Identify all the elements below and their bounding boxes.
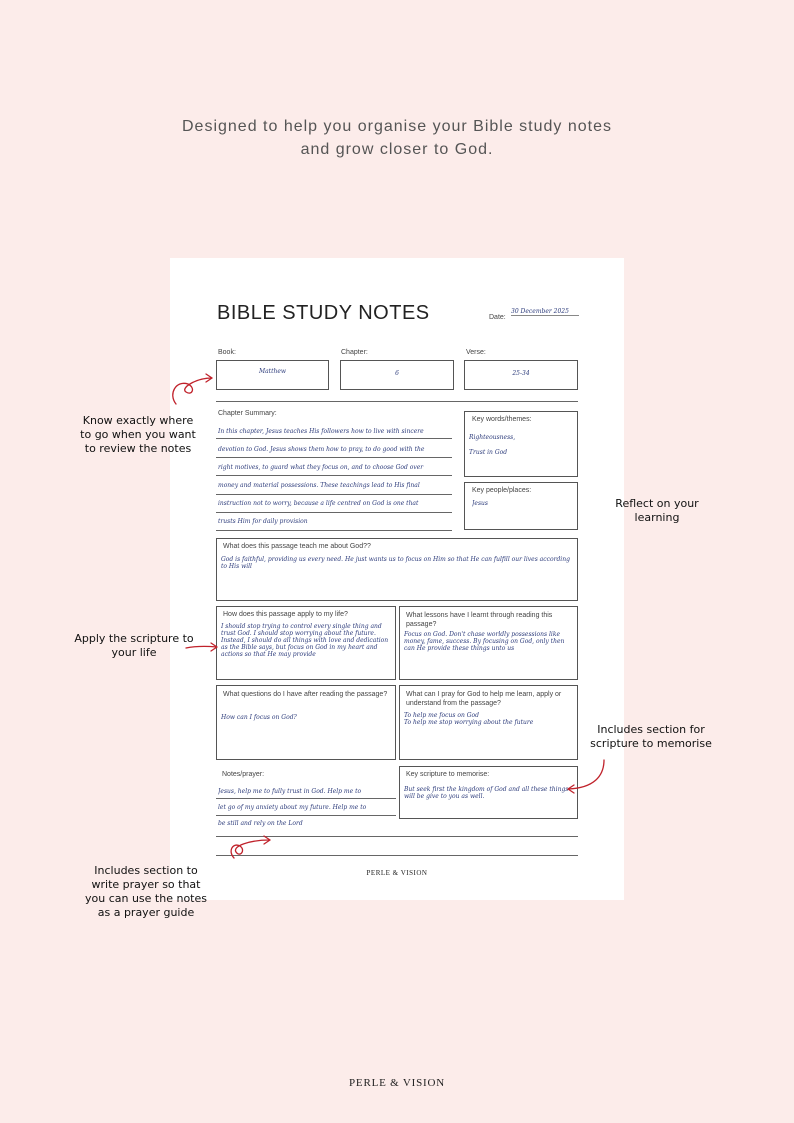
questions-value: How can I focus on God? [221, 714, 297, 721]
apply-box[interactable] [216, 606, 396, 680]
verse-label: Verse: [466, 349, 486, 356]
teach-box[interactable] [216, 538, 578, 601]
teach-label: What does this passage teach me about God?? [223, 543, 371, 550]
lessons-label: What lessons have I learnt through reading this passage? [406, 612, 553, 628]
pray-box[interactable] [399, 685, 578, 760]
book-field[interactable] [216, 360, 329, 390]
questions-box[interactable] [216, 685, 396, 760]
rule [216, 457, 452, 458]
summary-line: In this chapter, Jesus teaches His followers how to live with sincere [218, 428, 424, 435]
rule [216, 512, 452, 513]
questions-label: What questions do I have after reading the passage? [223, 691, 388, 698]
notes-label: Notes/prayer: [222, 771, 265, 778]
key-people-box[interactable] [464, 482, 578, 530]
date-field[interactable]: 30 December 2025 [511, 308, 579, 316]
rule [216, 836, 578, 837]
lessons-box[interactable] [399, 606, 578, 680]
notes-line: be still and rely on the Lord [218, 820, 303, 827]
study-notes-sheet [170, 258, 624, 900]
pray-label: What can I pray for God to help me learn, apply or understand from the passage? [406, 691, 562, 707]
memorise-value: But seek first the kingdom of God and all these things will be give to you as well. [404, 786, 569, 800]
verse-field[interactable] [464, 360, 578, 390]
summary-line: trusts Him for daily provision [218, 518, 308, 525]
tagline [97, 115, 697, 161]
apply-value: I should stop trying to control every single thing and trust God. I should stop worrying about the future. Instead, I should do all things with love and dedication as the Bible says, but focus on God in my heart and actions so that He may provide [221, 623, 389, 658]
rule [216, 855, 578, 856]
tagline-line-1: Designed to help you organise your Bible study notes [181, 118, 612, 135]
key-words-box[interactable] [464, 411, 578, 477]
pray-item: To help me stop worrying about the future [404, 719, 534, 726]
tagline-line-2: and grow closer to God. [300, 141, 494, 158]
annotation-apply: Apply the scripture to your life [74, 632, 194, 659]
divider [216, 401, 578, 402]
key-word-item: Righteousness, [469, 434, 516, 441]
memorise-box[interactable] [399, 766, 578, 819]
annotation-review: Know exactly where to go when you want to review the notes [80, 414, 196, 455]
summary-line: devotion to God. Jesus shows them how to pray, to do good with the [218, 446, 425, 453]
verse-value: 25-34 [512, 370, 530, 377]
lessons-value: Focus on God. Don't chase worldly possessions like money, fame, success. By focusing on God, only then can He provide these things unto us [404, 631, 565, 652]
annotation-reflect: Reflect on your learning [615, 497, 699, 524]
sheet-title: BIBLE STUDY NOTES [217, 302, 430, 324]
memorise-label: Key scripture to memorise: [406, 771, 490, 778]
key-word-item: Trust in God [469, 449, 508, 456]
annotation-prayer: Includes section to write prayer so that you can use the notes as a prayer guide [85, 864, 207, 919]
notes-line: let go of my anxiety about my future. Help me to [218, 804, 367, 811]
apply-label: How does this passage apply to my life? [223, 611, 348, 618]
key-people-label: Key people/places: [472, 487, 532, 494]
rule [216, 438, 452, 439]
chapter-field[interactable] [340, 360, 454, 390]
key-people-value: Jesus [472, 500, 488, 507]
chapter-label: Chapter: [341, 349, 368, 356]
rule [216, 530, 452, 531]
book-label: Book: [218, 349, 236, 356]
summary-label: Chapter Summary: [218, 410, 277, 417]
footer-brand: PERLE & VISION [349, 1077, 445, 1089]
chapter-value: 6 [395, 370, 399, 377]
pray-item: To help me focus on God [404, 712, 479, 719]
rule [216, 494, 452, 495]
teach-value: God is faithful, providing us every need. He just wants us to focus on Him so that He can fulfill our lives according to His will [221, 556, 570, 570]
key-words-label: Key words/themes: [472, 416, 532, 423]
notes-line: Jesus, help me to fully trust in God. Help me to [218, 788, 362, 795]
rule [216, 815, 396, 816]
summary-line: money and material possessions. These teachings lead to His final [218, 482, 420, 489]
book-value: Matthew [258, 368, 287, 375]
summary-line: right motives, to guard what they focus on, and to choose God over [218, 464, 424, 471]
annotation-memorise: Includes section for scripture to memorise [590, 723, 712, 750]
rule [216, 798, 396, 799]
sheet-brand: PERLE & VISION [366, 869, 428, 877]
rule [216, 475, 452, 476]
summary-line: instruction not to worry, because a life centred on God is one that [218, 500, 419, 507]
date-label: Date: [489, 314, 506, 321]
